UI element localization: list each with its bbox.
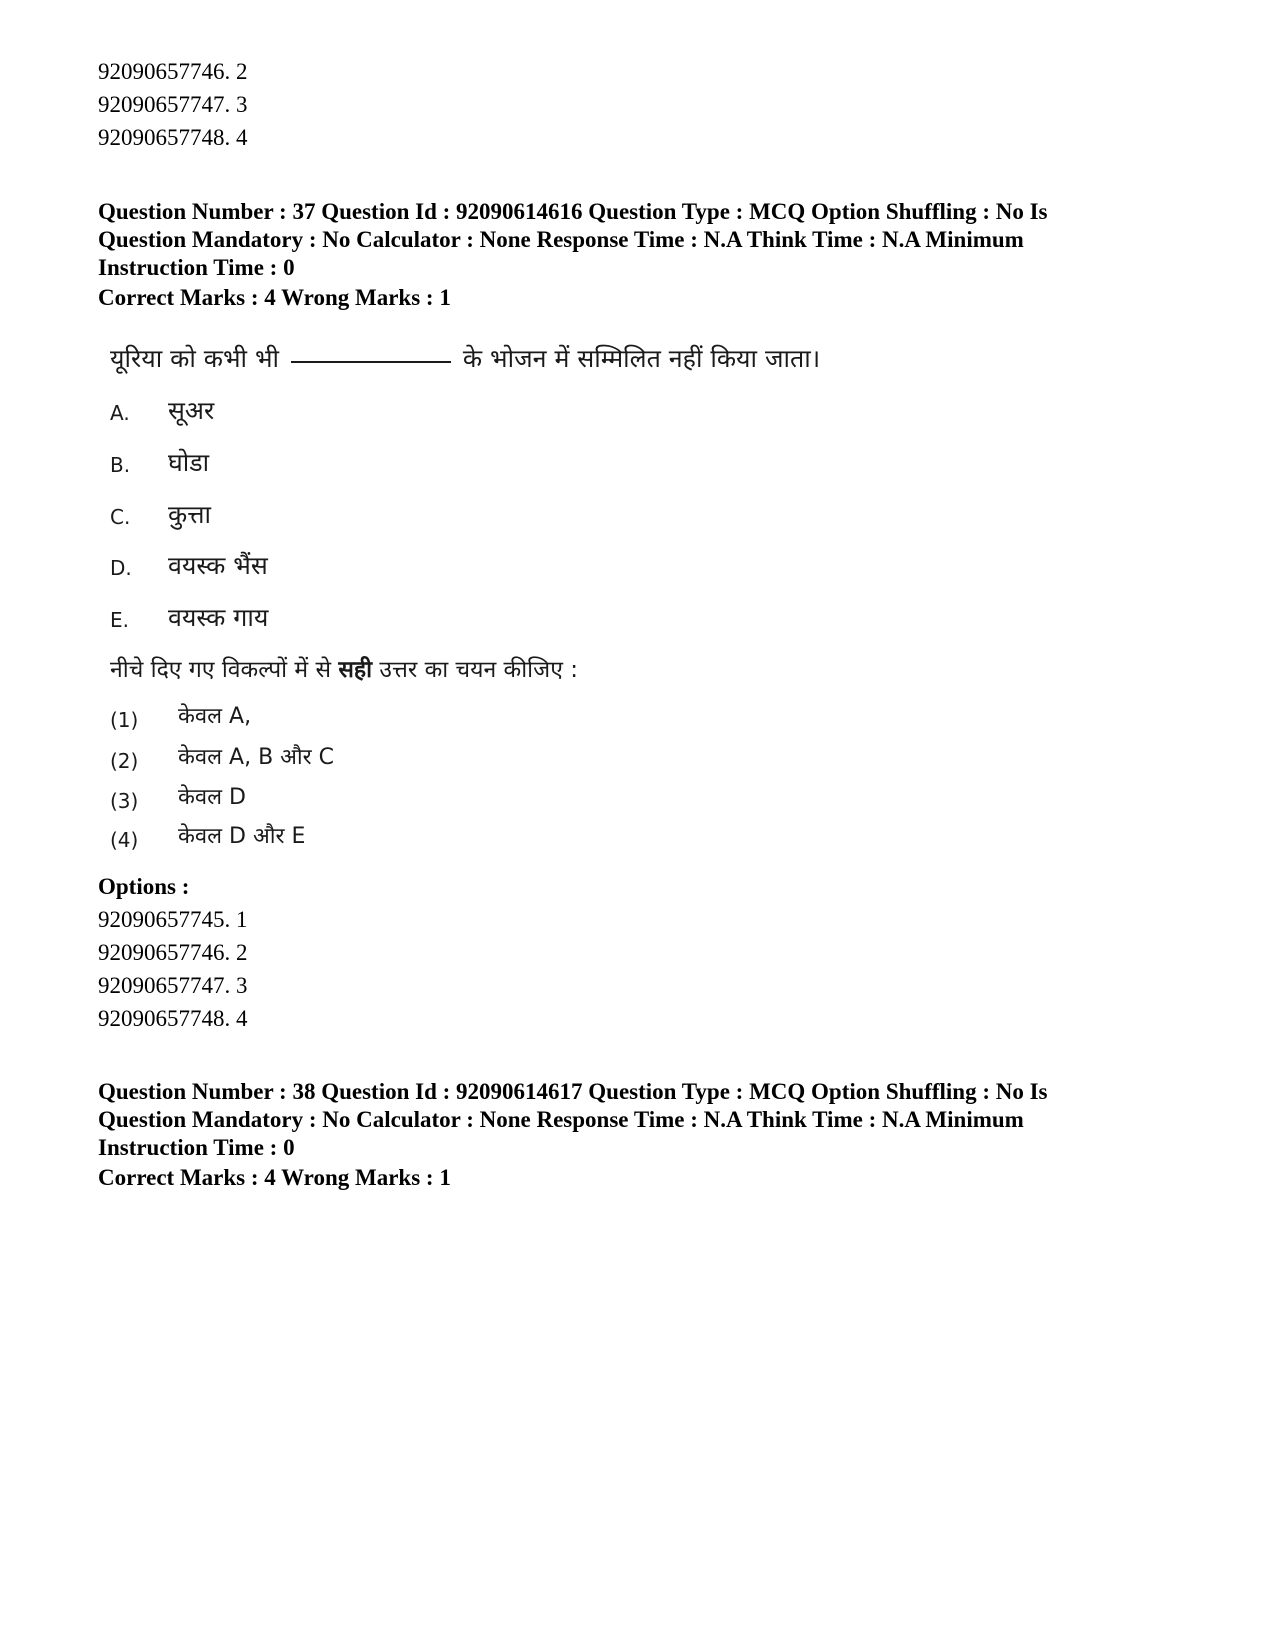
option-id: 92090657748 bbox=[98, 1006, 225, 1031]
answer-2-text: केवल A, B और C bbox=[178, 745, 335, 770]
q38-header-line1: Question Number : 38 Question Id : 92090614617 Question Type : MCQ Option Shuffling : No Is bbox=[98, 1079, 1048, 1104]
choice-a-text: सूअर bbox=[168, 396, 215, 425]
q37-option-1: 92090657745. 1 bbox=[98, 907, 248, 932]
choice-c-letter: C. bbox=[110, 505, 131, 529]
choice-e-text: वयस्क गाय bbox=[168, 603, 269, 632]
option-id: 92090657746 bbox=[98, 59, 225, 84]
q37-options-label: Options : bbox=[98, 874, 190, 899]
stem-part2: के भोजन में सम्मिलित नहीं किया जाता। bbox=[462, 344, 821, 373]
prev-option-4: 92090657748. 4 bbox=[98, 125, 248, 150]
answer-3-text: केवल D bbox=[178, 785, 246, 810]
q38-marks: Correct Marks : 4 Wrong Marks : 1 bbox=[98, 1165, 451, 1190]
q38-header-line3: Instruction Time : 0 bbox=[98, 1135, 295, 1160]
q38-header bbox=[98, 1078, 1198, 1162]
option-number: 2 bbox=[236, 59, 248, 84]
q37-marks: Correct Marks : 4 Wrong Marks : 1 bbox=[98, 285, 451, 310]
choice-b-letter: B. bbox=[110, 453, 131, 477]
q37-header-line2: Question Mandatory : No Calculator : None Response Time : N.A Think Time : N.A Minimum bbox=[98, 227, 1024, 252]
answer-1-text: केवल A, bbox=[178, 704, 252, 729]
option-number: 3 bbox=[236, 92, 248, 117]
choice-b-text: घोडा bbox=[168, 448, 210, 477]
answer-2-number: (2) bbox=[110, 749, 139, 773]
answer-3-number: (3) bbox=[110, 789, 139, 813]
instruction-bold: सही bbox=[338, 657, 373, 683]
option-id: 92090657746 bbox=[98, 940, 225, 965]
choice-a-letter: A. bbox=[110, 401, 130, 425]
fill-blank bbox=[291, 361, 451, 363]
choice-d-letter: D. bbox=[110, 556, 132, 580]
q37-header bbox=[98, 198, 1198, 282]
q37-header-line1: Question Number : 37 Question Id : 92090614616 Question Type : MCQ Option Shuffling : No Is bbox=[98, 199, 1048, 224]
choice-e-letter: E. bbox=[110, 608, 129, 632]
prev-option-3: 92090657747. 3 bbox=[98, 92, 248, 117]
choice-d-text: वयस्क भैंस bbox=[168, 551, 268, 580]
q37-option-3: 92090657747. 3 bbox=[98, 973, 248, 998]
prev-option-2: 92090657746. 2 bbox=[98, 59, 248, 84]
answer-4-text: केवल D और E bbox=[178, 824, 306, 849]
choice-c-text: कुत्ता bbox=[168, 500, 211, 529]
instruction-pre: नीचे दिए गए विकल्पों में से bbox=[110, 657, 332, 683]
stem-part1: यूरिया को कभी भी bbox=[110, 344, 279, 373]
answer-1-number: (1) bbox=[110, 708, 139, 732]
option-number: 3 bbox=[236, 973, 248, 998]
q37-stem bbox=[110, 344, 820, 374]
q37-header-line3: Instruction Time : 0 bbox=[98, 255, 295, 280]
option-id: 92090657747 bbox=[98, 973, 225, 998]
answer-4-number: (4) bbox=[110, 828, 139, 852]
option-number: 4 bbox=[236, 125, 248, 150]
q37-instruction bbox=[110, 655, 578, 685]
instruction-post: उत्तर का चयन कीजिए : bbox=[379, 657, 578, 683]
q37-option-2: 92090657746. 2 bbox=[98, 940, 248, 965]
option-number: 1 bbox=[236, 907, 248, 932]
q38-header-line2: Question Mandatory : No Calculator : None Response Time : N.A Think Time : N.A Minimum bbox=[98, 1107, 1024, 1132]
option-id: 92090657748 bbox=[98, 125, 225, 150]
option-number: 2 bbox=[236, 940, 248, 965]
q37-option-4: 92090657748. 4 bbox=[98, 1006, 248, 1031]
option-number: 4 bbox=[236, 1006, 248, 1031]
option-id: 92090657745 bbox=[98, 907, 225, 932]
option-id: 92090657747 bbox=[98, 92, 225, 117]
